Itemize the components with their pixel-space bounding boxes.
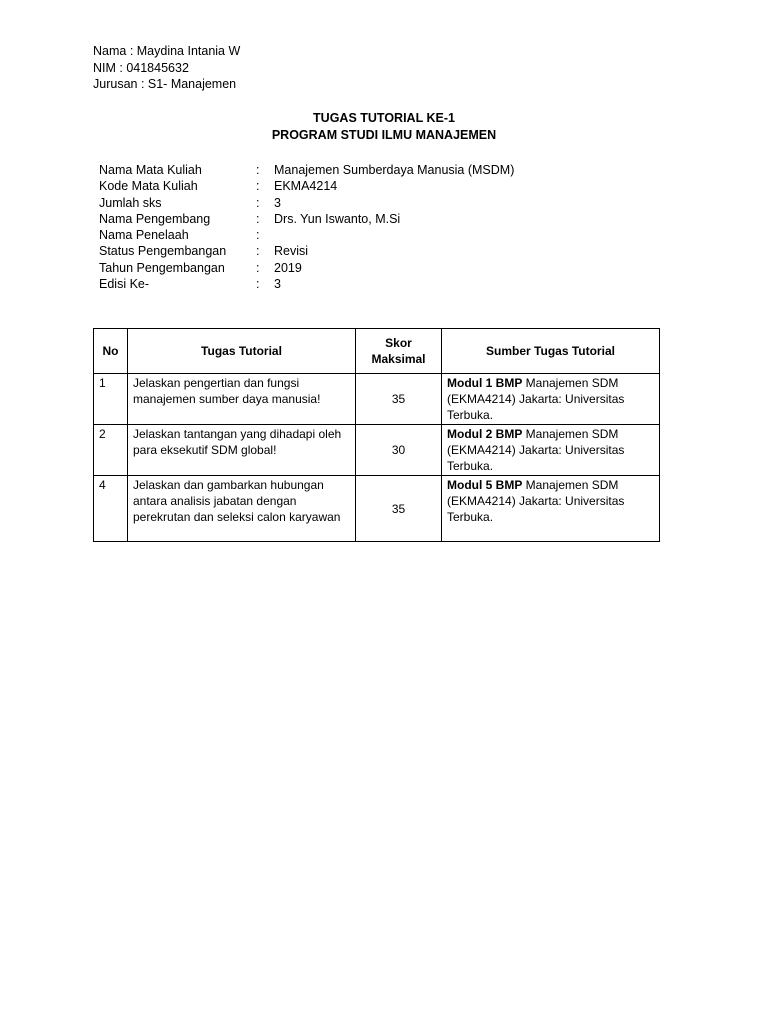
row-no: 1 [94,374,128,425]
row-source [442,476,660,542]
table-row [94,425,660,476]
info-separator: : [256,277,260,292]
info-row [99,243,514,259]
info-row [99,162,514,178]
document-title [0,110,768,143]
info-key: Edisi Ke- [99,277,150,292]
info-key: Kode Mata Kuliah [99,179,198,194]
info-separator: : [256,244,260,259]
info-value: 3 [274,277,281,292]
source-module: Modul 2 BMP [447,427,523,441]
info-value: 3 [274,195,281,210]
table-row [94,476,660,542]
table-row [94,374,660,425]
row-task: Jelaskan pengertian dan fungsi manajemen sumber daya manusia! [128,374,356,425]
info-separator: : [256,260,260,275]
info-row [99,260,514,276]
tutorial-tasks-table [93,328,660,542]
title-line-1: TUGAS TUTORIAL KE-1 [313,111,455,125]
info-key: Jumlah sks [99,195,162,210]
info-row [99,195,514,211]
info-value: Drs. Yun Iswanto, M.Si [274,211,401,226]
info-value: 2019 [274,260,302,275]
info-row [99,178,514,194]
info-key: Tahun Pengembangan [99,260,225,275]
source-detail: Manajemen SDM (EKMA4214) Jakarta: Universitas Terbuka. [447,427,625,473]
row-task: Jelaskan dan gambarkan hubungan antara analisis jabatan dengan perekrutan dan seleksi calon karyawan [128,476,356,542]
info-row [99,276,514,292]
info-separator: : [256,228,260,243]
source-module: Modul 1 BMP [447,376,523,390]
row-score: 30 [356,425,442,476]
info-value: EKMA4214 [274,179,338,194]
header-score-line-2: Maksimal [371,352,426,366]
header-source: Sumber Tugas Tutorial [442,329,660,374]
table-header-row [94,329,660,374]
info-key: Nama Mata Kuliah [99,163,202,177]
info-row [99,211,514,227]
course-info-table [99,162,514,292]
header-no: No [94,329,128,374]
info-separator: : [256,179,260,194]
info-separator: : [256,195,260,210]
source-detail: Manajemen SDM (EKMA4214) Jakarta: Universitas Terbuka. [447,376,625,422]
row-score: 35 [356,374,442,425]
info-key: Status Pengembangan [99,244,227,259]
header-score-line-1: Skor [385,336,412,350]
info-value [274,227,514,243]
info-separator: : [256,163,260,177]
row-source [442,425,660,476]
row-no: 4 [94,476,128,542]
info-value: Manajemen Sumberdaya Manusia (MSDM) [274,163,515,177]
info-separator: : [256,211,260,226]
source-module: Modul 5 BMP [447,478,523,492]
title-line-2: PROGRAM STUDI ILMU MANAJEMEN [271,127,497,142]
info-key: Nama Penelaah [99,228,189,243]
source-detail: Manajemen SDM (EKMA4214) Jakarta: Universitas Terbuka. [447,478,625,524]
student-major: Jurusan : S1- Manajemen [93,77,237,91]
row-source [442,374,660,425]
student-nim: NIM : 041845632 [93,60,189,75]
row-score: 35 [356,476,442,542]
student-info [93,43,240,93]
info-key: Nama Pengembang [99,211,211,226]
header-task: Tugas Tutorial [128,329,356,374]
header-score [356,329,442,374]
student-name: Nama : Maydina Intania W [93,44,241,58]
row-task: Jelaskan tantangan yang dihadapi oleh para eksekutif SDM global! [128,425,356,476]
row-no: 2 [94,425,128,476]
info-value: Revisi [274,244,309,259]
info-row [99,227,514,243]
